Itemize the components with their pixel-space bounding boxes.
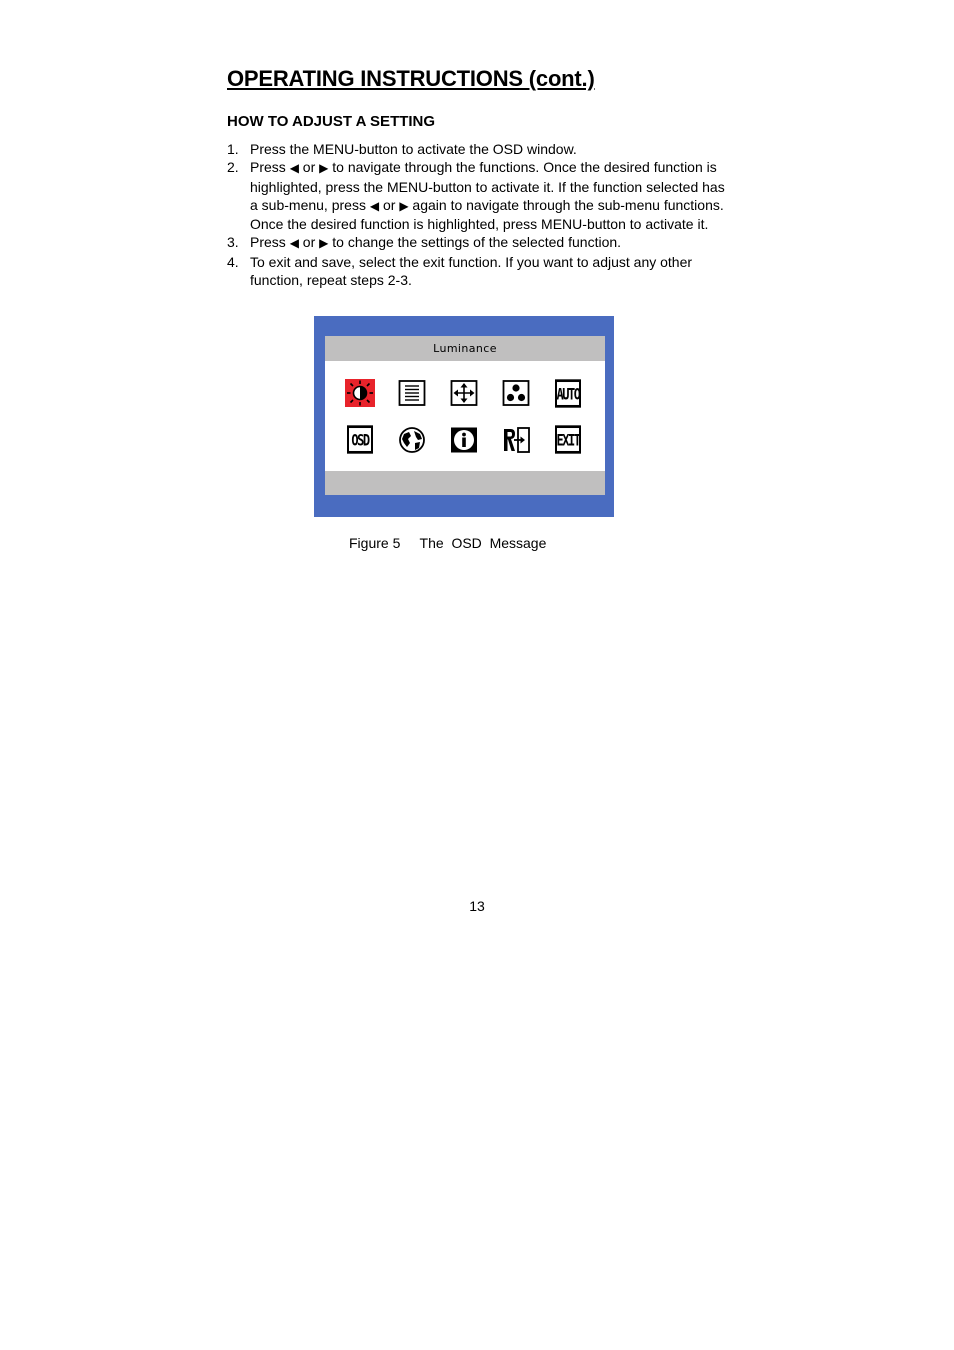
exit-icon[interactable] — [555, 429, 581, 450]
right-arrow-icon: ▶ — [319, 161, 329, 176]
step-1 — [227, 140, 732, 158]
osd-status-bar — [325, 471, 605, 495]
image-lines-icon[interactable] — [397, 379, 427, 407]
color-dots-icon[interactable] — [501, 379, 531, 407]
instruction-steps — [227, 140, 732, 289]
step-text: To exit and save, select the exit function. If you want to adjust any other function, repeat steps 2-3. — [250, 253, 693, 289]
exit-icon-label: EXIT — [555, 425, 581, 453]
step-text: or — [298, 234, 320, 251]
osd-window — [314, 316, 614, 517]
left-arrow-icon: ◀ — [289, 161, 299, 176]
step-text: again to navigate through the sub-menu functions. Once the desired function is highlighted, press MENU-button to activate it. — [250, 196, 724, 233]
step-text: or — [379, 196, 400, 213]
step-4 — [227, 253, 732, 290]
left-arrow-icon: ◀ — [289, 236, 299, 251]
page-title: OPERATING INSTRUCTIONS (cont.) — [227, 66, 595, 91]
step-text: Press — [250, 234, 290, 251]
left-arrow-icon: ◀ — [369, 198, 380, 213]
osd-icon-grid — [325, 361, 605, 471]
brightness-icon[interactable] — [345, 379, 375, 407]
step-text: to change the settings of the selected function. — [328, 234, 622, 251]
information-icon[interactable] — [449, 426, 479, 454]
auto-icon[interactable] — [555, 383, 581, 404]
figure-caption: Figure 5 The OSD Message — [349, 535, 547, 551]
step-2 — [227, 158, 732, 233]
position-arrows-icon[interactable] — [449, 379, 479, 407]
auto-icon-label: AUTO — [555, 379, 581, 407]
step-3 — [227, 233, 732, 252]
section-heading: HOW TO ADJUST A SETTING — [227, 113, 436, 130]
osd-title: Luminance — [325, 336, 605, 361]
reset-icon[interactable] — [501, 426, 531, 454]
step-text: or — [298, 159, 320, 176]
osd-icon-label: OSD — [347, 425, 373, 453]
page-number: 13 — [469, 898, 485, 914]
step-text: to navigate through the functions. Once the desired function is highlighted, press the MENU-button to activate it. If the function selected has a sub-menu, press — [250, 159, 725, 213]
right-arrow-icon: ▶ — [399, 198, 409, 213]
step-number: 3. — [227, 234, 239, 251]
step-number: 1. — [227, 141, 239, 157]
step-text: Press the MENU-button to activate the OSD window. — [250, 141, 577, 157]
step-number: 4. — [227, 253, 239, 270]
step-text: Press — [250, 159, 290, 176]
osd-icon[interactable] — [347, 429, 373, 450]
right-arrow-icon: ▶ — [319, 236, 329, 251]
step-number: 2. — [227, 159, 239, 176]
language-globe-icon[interactable] — [397, 426, 427, 454]
